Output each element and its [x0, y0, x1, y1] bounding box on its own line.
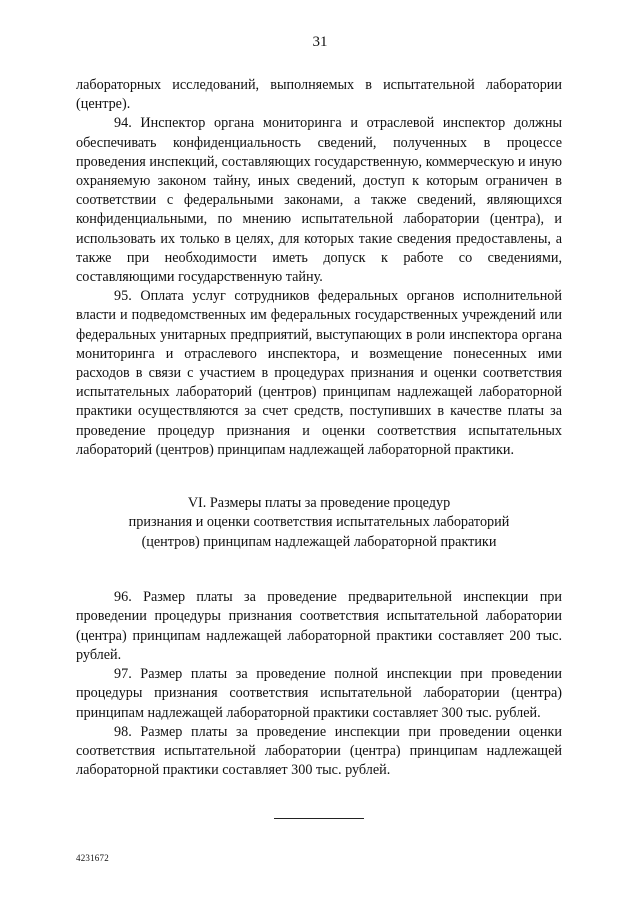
paragraph-continuation: лабораторных исследований, выполняемых в испытательной лаборатории (центре). — [76, 77, 562, 113]
paragraph-94: 94. Инспектор органа мониторинга и отраслевой инспектор должны обеспечивать конфиденциальность сведений, полученных в процессе проведения инспекций, составляющих государственную, коммерческую и иную охраняемую законом тайну, иных сведений, доступ к которым ограничен в соответствии с федеральными законами, а также сведений, являющихся конфиденциальными, по мнению испытательной лаборатории (центра), и использовать их только в целях, для которых такие сведения предоставлены, а также при необходимости иметь допуск к работе со сведениями, составляющими государственную тайну. — [76, 115, 562, 286]
paragraph-96: 96. Размер платы за проведение предварительной инспекции при проведении процедуры признания соответствия испытательной лаборатории (центра) принципам надлежащей лабораторной практики составляет 200 тыс. рублей. — [76, 589, 562, 663]
section-heading-line-3: (центров) принципам надлежащей лабораторной практики — [141, 533, 497, 550]
section-heading-line-1: VI. Размеры платы за проведение процедур — [187, 495, 451, 512]
section-heading-line-2: признания и оценки соответствия испытательных лабораторий — [128, 514, 510, 531]
paragraph-95: 95. Оплата услуг сотрудников федеральных органов исполнительной власти и подведомственных им федеральных государственных учреждений или федеральных унитарных предприятий, выступающих в роли инспектора органа мониторинга и отраслевого инспектора, и возмещение понесенных ими расходов в связи с участием в процедурах признания и оценки соответствия испытательных лабораторий (центров) принципам надлежащей лабораторной практики осуществляются за счет средств, поступивших в качестве платы за проведение процедур признания и оценки соответствия испытательных лабораторий (центров) принципам надлежащей лабораторной практики. — [76, 288, 562, 458]
paragraph-97: 97. Размер платы за проведение полной инспекции при проведении процедуры признания соответствия испытательной лаборатории (центра) принципам надлежащей лабораторной практики составляет 300 тыс. рублей. — [76, 666, 562, 721]
section-heading — [76, 494, 562, 552]
document-code: 4231672 — [76, 853, 109, 863]
document-body — [76, 76, 562, 780]
page-number: 31 — [312, 34, 328, 50]
closing-rule — [274, 818, 364, 819]
paragraph-98: 98. Размер платы за проведение инспекции при проведении оценки соответствия испытательной лаборатории (центра) принципам надлежащей лабораторной практики составляет 300 тыс. рублей. — [76, 723, 562, 779]
section-gap — [76, 552, 562, 588]
